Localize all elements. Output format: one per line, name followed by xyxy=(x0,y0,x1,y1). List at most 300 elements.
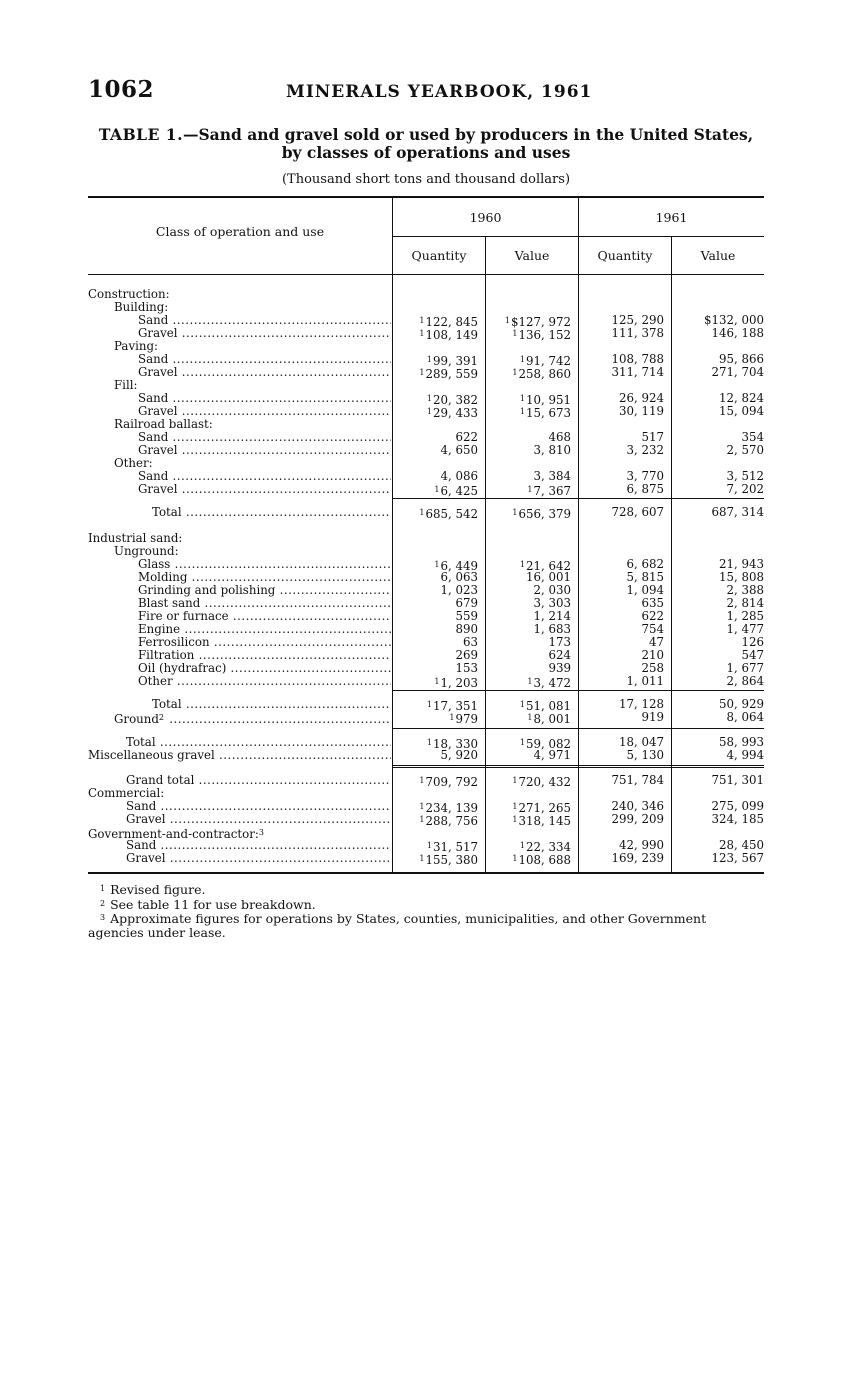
footnote-marker: 1 xyxy=(519,738,525,747)
row-label xyxy=(138,584,391,597)
table-row xyxy=(88,532,764,545)
cell-value: 1, 285 xyxy=(726,609,764,623)
cell-value: $132, 000 xyxy=(703,313,764,327)
cell-value: 21, 943 xyxy=(718,557,764,571)
row-label xyxy=(114,340,158,353)
row-label-text: Ferrosilicon xyxy=(138,636,210,649)
row-label-text: Other: xyxy=(114,457,153,470)
cell-value: 8, 064 xyxy=(726,710,764,724)
cell-value: 6, 875 xyxy=(626,482,664,496)
footnote-marker: 1 xyxy=(434,677,440,686)
footnote-marker: 1 xyxy=(426,355,432,364)
cell-value: 95, 866 xyxy=(718,352,764,366)
cell-value: 29, 433 xyxy=(432,406,478,420)
cell-value: 324, 185 xyxy=(711,812,764,826)
cell-value: 1, 477 xyxy=(726,622,764,636)
cell-value: 123, 567 xyxy=(711,851,764,865)
row-label-text: Gravel xyxy=(126,813,166,826)
cell-value: 754 xyxy=(641,622,664,636)
row-label xyxy=(138,353,391,366)
cell-value: 1, 011 xyxy=(626,674,664,688)
row-label-text: Grand total xyxy=(126,774,195,787)
cell-value: 3, 770 xyxy=(626,469,664,483)
table-cell xyxy=(611,852,664,865)
cell-value: 3, 472 xyxy=(533,676,571,690)
row-label xyxy=(138,636,391,649)
footnote-marker: 1 xyxy=(426,738,432,747)
cell-value: 3, 303 xyxy=(533,596,571,610)
cell-value: 108, 788 xyxy=(611,352,664,366)
row-label xyxy=(88,787,164,800)
row-label-text: Gravel xyxy=(126,852,166,865)
table-cell xyxy=(726,711,764,724)
row-label xyxy=(138,649,391,662)
cell-value: 2, 388 xyxy=(726,583,764,597)
row-label xyxy=(126,813,391,826)
row-label xyxy=(138,558,391,571)
row-label-text: Sand xyxy=(138,392,169,405)
cell-value: 979 xyxy=(455,712,478,726)
running-title: MINERALS YEARBOOK, 1961 xyxy=(286,82,593,102)
cell-value: 919 xyxy=(641,710,664,724)
cell-value: 63 xyxy=(462,635,478,649)
footnote-text: Approximate figures for operations by States, counties, municipalities, and other Government agencies under lease. xyxy=(88,911,707,940)
cell-value: 685, 542 xyxy=(425,507,478,521)
cell-value: 4, 650 xyxy=(440,443,478,457)
row-label-text: Fill: xyxy=(114,379,138,392)
footnote-marker: 1 xyxy=(504,316,510,325)
table-row xyxy=(88,813,764,826)
cell-value: 2, 570 xyxy=(726,443,764,457)
table-cell xyxy=(626,749,664,762)
row-label xyxy=(138,444,391,457)
table-cell xyxy=(440,470,478,483)
table-cell xyxy=(626,444,664,457)
table-row xyxy=(88,483,764,496)
cell-value: 22, 334 xyxy=(525,840,571,854)
cell-value: 656, 379 xyxy=(518,507,571,521)
footnote-marker: 1 xyxy=(419,776,425,785)
row-label-text: Sand xyxy=(126,800,157,813)
row-label-text: Blast sand xyxy=(138,597,201,610)
footnote-marker: 1 xyxy=(512,329,518,338)
cell-value: 17, 351 xyxy=(432,699,478,713)
table-cell xyxy=(711,506,764,519)
cell-value: 136, 152 xyxy=(518,328,571,342)
row-label xyxy=(138,610,391,623)
row-label-text: Gravel xyxy=(138,327,178,340)
row-label-text: Oil (hydrafrac) xyxy=(138,662,227,675)
row-label xyxy=(152,698,391,711)
cell-value: 622 xyxy=(455,430,478,444)
row-label xyxy=(88,749,391,762)
cell-value: 4, 971 xyxy=(533,748,571,762)
cell-value: 720, 432 xyxy=(518,775,571,789)
row-label-text: Gravel xyxy=(138,444,178,457)
cell-value: 30, 119 xyxy=(618,404,664,418)
cell-value: 240, 346 xyxy=(611,799,664,813)
footnote-marker: 1 xyxy=(512,854,518,863)
footnote-marker: 2 xyxy=(100,898,106,908)
row-label xyxy=(114,418,213,431)
footnote-marker: 2 xyxy=(158,713,165,722)
footnote-marker: 1 xyxy=(519,394,525,403)
row-label xyxy=(114,301,168,314)
row-label xyxy=(114,457,153,470)
row-label xyxy=(138,675,391,688)
col-header-quantity-1961: Quantity xyxy=(597,248,653,263)
row-label xyxy=(138,314,391,327)
cell-value: 3, 512 xyxy=(726,469,764,483)
cell-value: 26, 924 xyxy=(618,391,664,405)
table-cell xyxy=(611,813,664,826)
table-cell xyxy=(449,711,478,726)
table-cell xyxy=(726,483,764,496)
table-title-text: —Sand and gravel sold or used by producers in the United States, by classes of operations and uses xyxy=(182,125,754,162)
cell-value: 890 xyxy=(455,622,478,636)
table-cell xyxy=(434,675,478,690)
table-cell xyxy=(711,813,764,826)
table-cell xyxy=(726,675,764,688)
table-cell xyxy=(440,749,478,762)
row-label-text: Other xyxy=(138,675,173,688)
table-cell xyxy=(726,749,764,762)
row-label-text: Sand xyxy=(138,431,169,444)
table-row xyxy=(88,288,764,301)
footnote xyxy=(88,897,764,912)
cell-value: 5, 815 xyxy=(626,570,664,584)
footnote-marker: 1 xyxy=(512,776,518,785)
row-label xyxy=(126,852,391,865)
data-table xyxy=(88,196,764,876)
cell-value: 50, 929 xyxy=(718,697,764,711)
stub-header: Class of operation and use xyxy=(155,224,325,239)
row-label xyxy=(138,597,391,610)
cell-value: 5, 920 xyxy=(440,748,478,762)
cell-value: 155, 380 xyxy=(425,853,478,867)
footnote-marker: 1 xyxy=(512,368,518,377)
cell-value: 1, 677 xyxy=(726,661,764,675)
cell-value: 547 xyxy=(741,648,764,662)
col-header-value-1960: Value xyxy=(514,248,550,263)
footnote-text: Revised figure. xyxy=(106,882,206,897)
cell-value: $127, 972 xyxy=(510,315,571,329)
footnote-marker: 1 xyxy=(434,485,440,494)
cell-value: 234, 139 xyxy=(425,801,478,815)
table-row xyxy=(88,749,764,762)
cell-value: 311, 714 xyxy=(611,365,664,379)
cell-value: 275, 099 xyxy=(711,799,764,813)
cell-value: 125, 290 xyxy=(611,313,664,327)
row-label xyxy=(126,800,391,813)
footnote-marker: 1 xyxy=(426,700,432,709)
row-label-text: Industrial sand: xyxy=(88,532,183,545)
footnote-marker: 1 xyxy=(419,368,425,377)
table-cell xyxy=(533,470,571,483)
cell-value: 3, 810 xyxy=(533,443,571,457)
cell-value: 59, 082 xyxy=(525,737,571,751)
table-cell xyxy=(533,749,571,762)
cell-value: 288, 756 xyxy=(425,814,478,828)
table-cell xyxy=(434,483,478,498)
table-cell xyxy=(711,774,764,787)
row-label-text: Construction: xyxy=(88,288,170,301)
footnote-marker: 1 xyxy=(527,713,533,722)
table-row xyxy=(88,405,764,418)
col-header-value-1961: Value xyxy=(700,248,736,263)
cell-value: 1, 203 xyxy=(440,676,478,690)
cell-value: 751, 784 xyxy=(611,773,664,787)
table-cell xyxy=(611,774,664,787)
footnote-marker: 3 xyxy=(258,828,264,837)
cell-value: 28, 450 xyxy=(718,838,764,852)
table-cell xyxy=(527,483,571,498)
table-row xyxy=(88,711,764,724)
table-cell xyxy=(711,852,764,865)
cell-value: 18, 330 xyxy=(432,737,478,751)
cell-value: 10, 951 xyxy=(525,393,571,407)
footnote-marker: 1 xyxy=(519,560,525,569)
footnote-text: See table 11 for use breakdown. xyxy=(106,896,316,912)
footnote-marker: 1 xyxy=(512,508,518,517)
table-cell xyxy=(626,483,664,496)
table-cell xyxy=(726,444,764,457)
cell-value: 622 xyxy=(641,609,664,623)
cell-value: 939 xyxy=(548,661,571,675)
table-cell xyxy=(711,366,764,379)
row-label-text: Gravel xyxy=(138,405,178,418)
cell-value: 91, 742 xyxy=(525,354,571,368)
table-row xyxy=(88,366,764,379)
cell-value: 468 xyxy=(548,430,571,444)
row-label-text: Engine xyxy=(138,623,181,636)
cell-value: 16, 001 xyxy=(525,570,571,584)
footnote-marker: 1 xyxy=(512,815,518,824)
row-label xyxy=(88,532,182,545)
cell-value: 271, 704 xyxy=(711,365,764,379)
cell-value: 17, 128 xyxy=(618,697,664,711)
row-label xyxy=(152,506,391,519)
row-label xyxy=(114,545,179,558)
row-label xyxy=(138,483,391,496)
cell-value: 58, 993 xyxy=(718,735,764,749)
cell-value: 3, 232 xyxy=(626,443,664,457)
row-label xyxy=(138,470,391,483)
table-top-rule xyxy=(88,196,764,198)
cell-value: 42, 990 xyxy=(618,838,664,852)
row-label-text: Filtration xyxy=(138,649,195,662)
row-label xyxy=(138,327,391,340)
table-cell xyxy=(512,852,571,867)
cell-value: 99, 391 xyxy=(432,354,478,368)
footnote-marker: 1 xyxy=(449,713,455,722)
row-label-text: Total xyxy=(152,698,182,711)
footnote-marker: 1 xyxy=(426,407,432,416)
cell-value: 709, 792 xyxy=(425,775,478,789)
cell-value: 517 xyxy=(641,430,664,444)
year-header-1961: 1961 xyxy=(655,210,688,225)
table-cell xyxy=(626,675,664,688)
row-label-text: Gravel xyxy=(138,483,178,496)
footnote-marker: 1 xyxy=(527,677,533,686)
row-label-text: Total xyxy=(152,506,182,519)
year-header-1960: 1960 xyxy=(469,210,502,225)
footnote-marker: 3 xyxy=(100,913,106,922)
table-cell xyxy=(440,444,478,457)
table-cell xyxy=(619,405,664,418)
table-cell xyxy=(533,444,571,457)
cell-value: 2, 864 xyxy=(726,674,764,688)
col-header-quantity-1960: Quantity xyxy=(411,248,467,263)
row-label-text: Sand xyxy=(138,470,169,483)
table-cell xyxy=(711,327,764,340)
table-cell xyxy=(719,405,764,418)
cell-value: 108, 688 xyxy=(518,853,571,867)
cell-value: 687, 314 xyxy=(711,505,764,519)
cell-value: 2, 814 xyxy=(726,596,764,610)
table-cell xyxy=(548,662,571,675)
footnote-marker: 1 xyxy=(426,394,432,403)
row-label-text: Glass xyxy=(138,558,171,571)
cell-value: 51, 081 xyxy=(525,699,571,713)
cell-value: 269 xyxy=(455,648,478,662)
cell-value: 6, 682 xyxy=(626,557,664,571)
row-label-text: Unground: xyxy=(114,545,179,558)
footnotes xyxy=(88,882,764,939)
table-cell xyxy=(419,852,478,867)
row-label-text: Building: xyxy=(114,301,169,314)
cell-value: 5, 130 xyxy=(626,748,664,762)
cell-value: 1, 094 xyxy=(626,583,664,597)
cell-value: 15, 673 xyxy=(525,406,571,420)
row-label-text: Gravel xyxy=(138,366,178,379)
row-label-text: Fire or furnace xyxy=(138,610,229,623)
row-label-text: Government-and-contractor: xyxy=(88,827,259,841)
row-label xyxy=(114,711,391,726)
footnote-marker: 1 xyxy=(519,841,525,850)
cell-value: 1, 023 xyxy=(440,583,478,597)
cell-value: 111, 378 xyxy=(611,326,664,340)
row-label xyxy=(138,366,391,379)
cell-value: 31, 517 xyxy=(432,840,478,854)
cell-value: 1, 214 xyxy=(533,609,571,623)
cell-value: 6, 063 xyxy=(440,570,478,584)
row-label-text: Sand xyxy=(138,314,169,327)
cell-value: 635 xyxy=(641,596,664,610)
cell-value: 728, 607 xyxy=(611,505,664,519)
cell-value: 3, 384 xyxy=(533,469,571,483)
cell-value: 1, 683 xyxy=(533,622,571,636)
footnote-marker: 1 xyxy=(100,884,106,893)
table-cell xyxy=(611,327,664,340)
row-label-text: Miscellaneous gravel xyxy=(88,749,215,762)
table-title xyxy=(88,126,764,162)
row-label-text: Sand xyxy=(126,839,157,852)
table-number: TABLE 1. xyxy=(98,125,183,144)
footnote-marker: 1 xyxy=(419,508,425,517)
cell-value: 318, 145 xyxy=(518,814,571,828)
footnote-marker: 1 xyxy=(512,802,518,811)
row-label xyxy=(138,662,391,675)
footnote-marker: 1 xyxy=(419,815,425,824)
row-label xyxy=(138,405,391,418)
row-label-text: Molding xyxy=(138,571,188,584)
cell-value: 559 xyxy=(455,609,478,623)
cell-value: 12, 824 xyxy=(718,391,764,405)
cell-value: 4, 994 xyxy=(726,748,764,762)
row-label xyxy=(138,571,391,584)
cell-value: 153 xyxy=(455,661,478,675)
row-label-text: Grinding and polishing xyxy=(138,584,276,597)
cell-value: 4, 086 xyxy=(440,469,478,483)
cell-value: 7, 202 xyxy=(726,482,764,496)
row-label xyxy=(88,288,170,301)
cell-value: 289, 559 xyxy=(425,367,478,381)
table-subtitle: (Thousand short tons and thousand dollars) xyxy=(281,172,571,187)
row-label xyxy=(126,774,391,787)
page-number: 1062 xyxy=(88,76,155,103)
table-row xyxy=(88,506,764,519)
table-row xyxy=(88,774,764,787)
cell-value: 271, 265 xyxy=(518,801,571,815)
table-cell xyxy=(419,506,478,521)
footnote xyxy=(88,911,764,939)
cell-value: 21, 642 xyxy=(525,559,571,573)
row-label-text: Sand xyxy=(138,353,169,366)
row-label-text: Railroad ballast: xyxy=(114,418,213,431)
cell-value: 47 xyxy=(648,635,664,649)
cell-value: 8, 001 xyxy=(533,712,571,726)
cell-value: 18, 047 xyxy=(618,735,664,749)
footnote-marker: 1 xyxy=(419,316,425,325)
footnote-marker: 1 xyxy=(519,700,525,709)
cell-value: 169, 239 xyxy=(611,851,664,865)
cell-value: 299, 209 xyxy=(611,812,664,826)
table-cell xyxy=(512,506,571,521)
table-cell xyxy=(527,711,571,726)
footnote-marker: 1 xyxy=(419,854,425,863)
cell-value: 751, 301 xyxy=(711,773,764,787)
row-label-text: Ground xyxy=(114,712,159,726)
cell-value: 126 xyxy=(741,635,764,649)
cell-value: 2, 030 xyxy=(533,583,571,597)
table-row xyxy=(88,327,764,340)
cell-value: 15, 808 xyxy=(718,570,764,584)
footnote-marker: 1 xyxy=(519,355,525,364)
footnote-marker: 1 xyxy=(419,329,425,338)
row-label xyxy=(114,379,137,392)
row-label xyxy=(138,431,391,444)
row-label-text: Paving: xyxy=(114,340,159,353)
row-label xyxy=(138,392,391,405)
table-row xyxy=(88,444,764,457)
cell-value: 173 xyxy=(548,635,571,649)
cell-value: 146, 188 xyxy=(711,326,764,340)
footnote-marker: 1 xyxy=(434,560,440,569)
cell-value: 122, 845 xyxy=(425,315,478,329)
table-cell xyxy=(641,711,664,724)
cell-value: 210 xyxy=(641,648,664,662)
cell-value: 354 xyxy=(741,430,764,444)
row-label xyxy=(138,623,391,636)
table-cell xyxy=(611,506,664,519)
footnote-marker: 1 xyxy=(519,407,525,416)
cell-value: 258 xyxy=(641,661,664,675)
table-bottom-rule xyxy=(88,872,764,874)
row-label xyxy=(126,839,391,852)
table-cell xyxy=(611,366,664,379)
header-bottom-rule xyxy=(88,274,764,275)
